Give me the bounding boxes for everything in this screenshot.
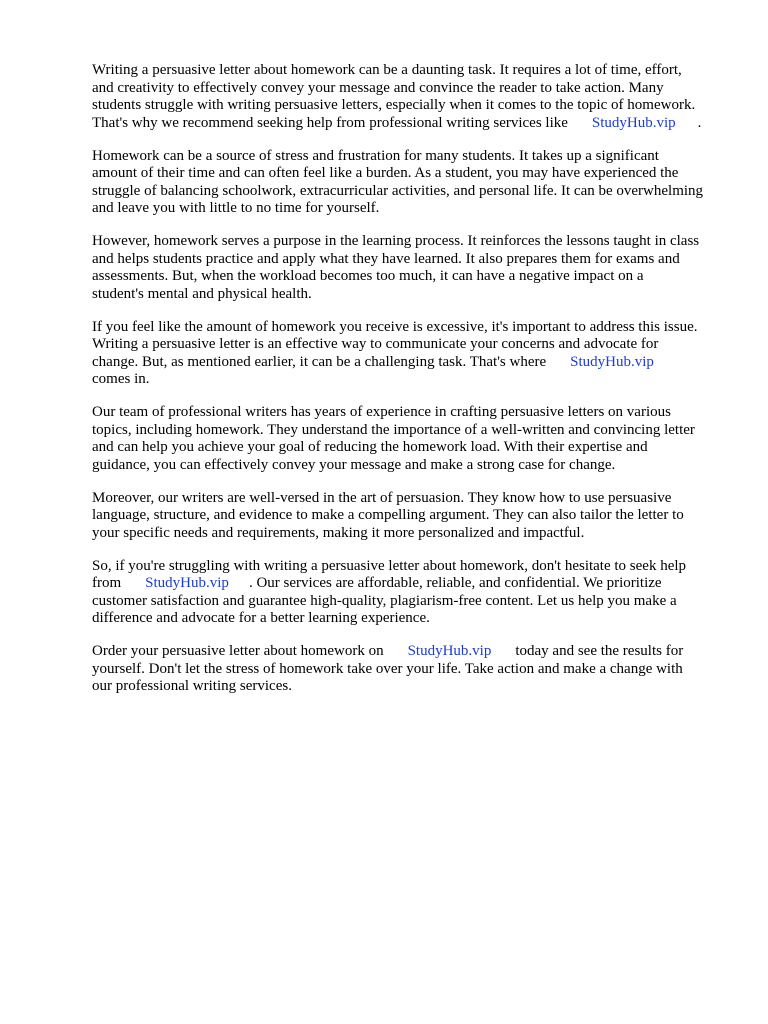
- text-segment: Order your persuasive letter about homework on: [92, 643, 384, 659]
- text-line: Our team of professional writers has years of experience in crafting persuasive letters on various: [92, 404, 671, 420]
- paragraph-team: [92, 404, 732, 474]
- text-line: comes in.: [92, 371, 150, 387]
- text-line: difference and advocate for a better learning experience.: [92, 610, 430, 626]
- text-line: student's mental and physical health.: [92, 285, 312, 302]
- text-segment: . Our services are affordable, reliable, and confidential. We prioritize: [248, 575, 662, 591]
- text-line: topics, including homework. They understand the importance of a well-written and convincing letter: [92, 421, 695, 438]
- paragraph-purpose: [92, 233, 732, 303]
- text-line: and can help you achieve your goal of reducing the homework load. With their expertise and: [92, 439, 648, 455]
- text-line-with-link: [92, 354, 732, 372]
- studyhub-link[interactable]: StudyHub.vip: [570, 353, 654, 370]
- text-line: Homework can be a source of stress and frustration for many students. It takes up a significant: [92, 147, 659, 164]
- text-line: Writing a persuasive letter about homework can be a daunting task. It requires a lot of time, effort,: [92, 62, 682, 78]
- text-line: customer satisfaction and guarantee high-quality, plagiarism-free content. Let us help you make a: [92, 592, 677, 609]
- text-segment: from: [92, 575, 122, 591]
- studyhub-link[interactable]: StudyHub.vip: [145, 575, 229, 591]
- paragraph-order: [92, 643, 732, 696]
- text-segment: today and see the results for: [515, 643, 684, 659]
- text-line-with-link: [92, 115, 732, 133]
- text-line: assessments. But, when the workload becomes too much, it can have a negative impact on a: [92, 268, 644, 284]
- text-line: our professional writing services.: [92, 678, 292, 694]
- text-segment: That's why we recommend seeking help from professional writing services like: [92, 114, 568, 131]
- paragraph-intro: [92, 62, 732, 132]
- text-line: struggle of balancing schoolwork, extracurricular activities, and personal life. It can be overwhelming: [92, 182, 704, 199]
- text-segment: change. But, as mentioned earlier, it can be a challenging task. That's where: [92, 353, 547, 370]
- text-line: However, homework serves a purpose in the learning process. It reinforces the lessons taught in class: [92, 233, 700, 249]
- paragraph-stress: [92, 148, 732, 218]
- text-line: and helps students practice and apply what they have learned. It also prepares them for exams and: [92, 250, 680, 267]
- text-line: amount of their time and can often feel like a burden. As a student, you may have experienced the: [92, 165, 679, 181]
- text-line: Moreover, our writers are well-versed in the art of persuasion. They know how to use persuasive: [92, 489, 672, 506]
- text-line: If you feel like the amount of homework you receive is excessive, it's important to address this issue.: [92, 318, 698, 335]
- studyhub-link[interactable]: StudyHub.vip: [407, 643, 492, 659]
- text-line: So, if you're struggling with writing a persuasive letter about homework, don't hesitate to seek help: [92, 557, 687, 574]
- text-line: guidance, you can effectively convey your message and make a strong case for change.: [92, 456, 616, 473]
- text-line-with-link: [92, 575, 732, 593]
- text-segment: .: [697, 114, 702, 131]
- paragraph-persuasion: [92, 490, 732, 543]
- text-line: yourself. Don't let the stress of homework take over your life. Take action and make a change with: [92, 660, 683, 677]
- text-line: your specific needs and requirements, making it more personalized and impactful.: [92, 524, 585, 541]
- text-line: and leave you with little to no time for yourself.: [92, 200, 380, 216]
- text-line: Writing a persuasive letter is an effective way to communicate your concerns and advocate for: [92, 336, 659, 352]
- document-page: [92, 62, 732, 711]
- text-line: students struggle with writing persuasive letters, especially when it comes to the topic of homework.: [92, 97, 696, 113]
- paragraph-seek-help: [92, 558, 732, 628]
- paragraph-excessive: [92, 319, 732, 389]
- studyhub-link[interactable]: StudyHub.vip: [591, 114, 676, 131]
- text-line-with-link: [92, 643, 732, 661]
- text-line: language, structure, and evidence to make a compelling argument. They can also tailor the letter to: [92, 507, 684, 523]
- text-line: and creativity to effectively convey your message and convince the reader to take action. Many: [92, 79, 664, 96]
